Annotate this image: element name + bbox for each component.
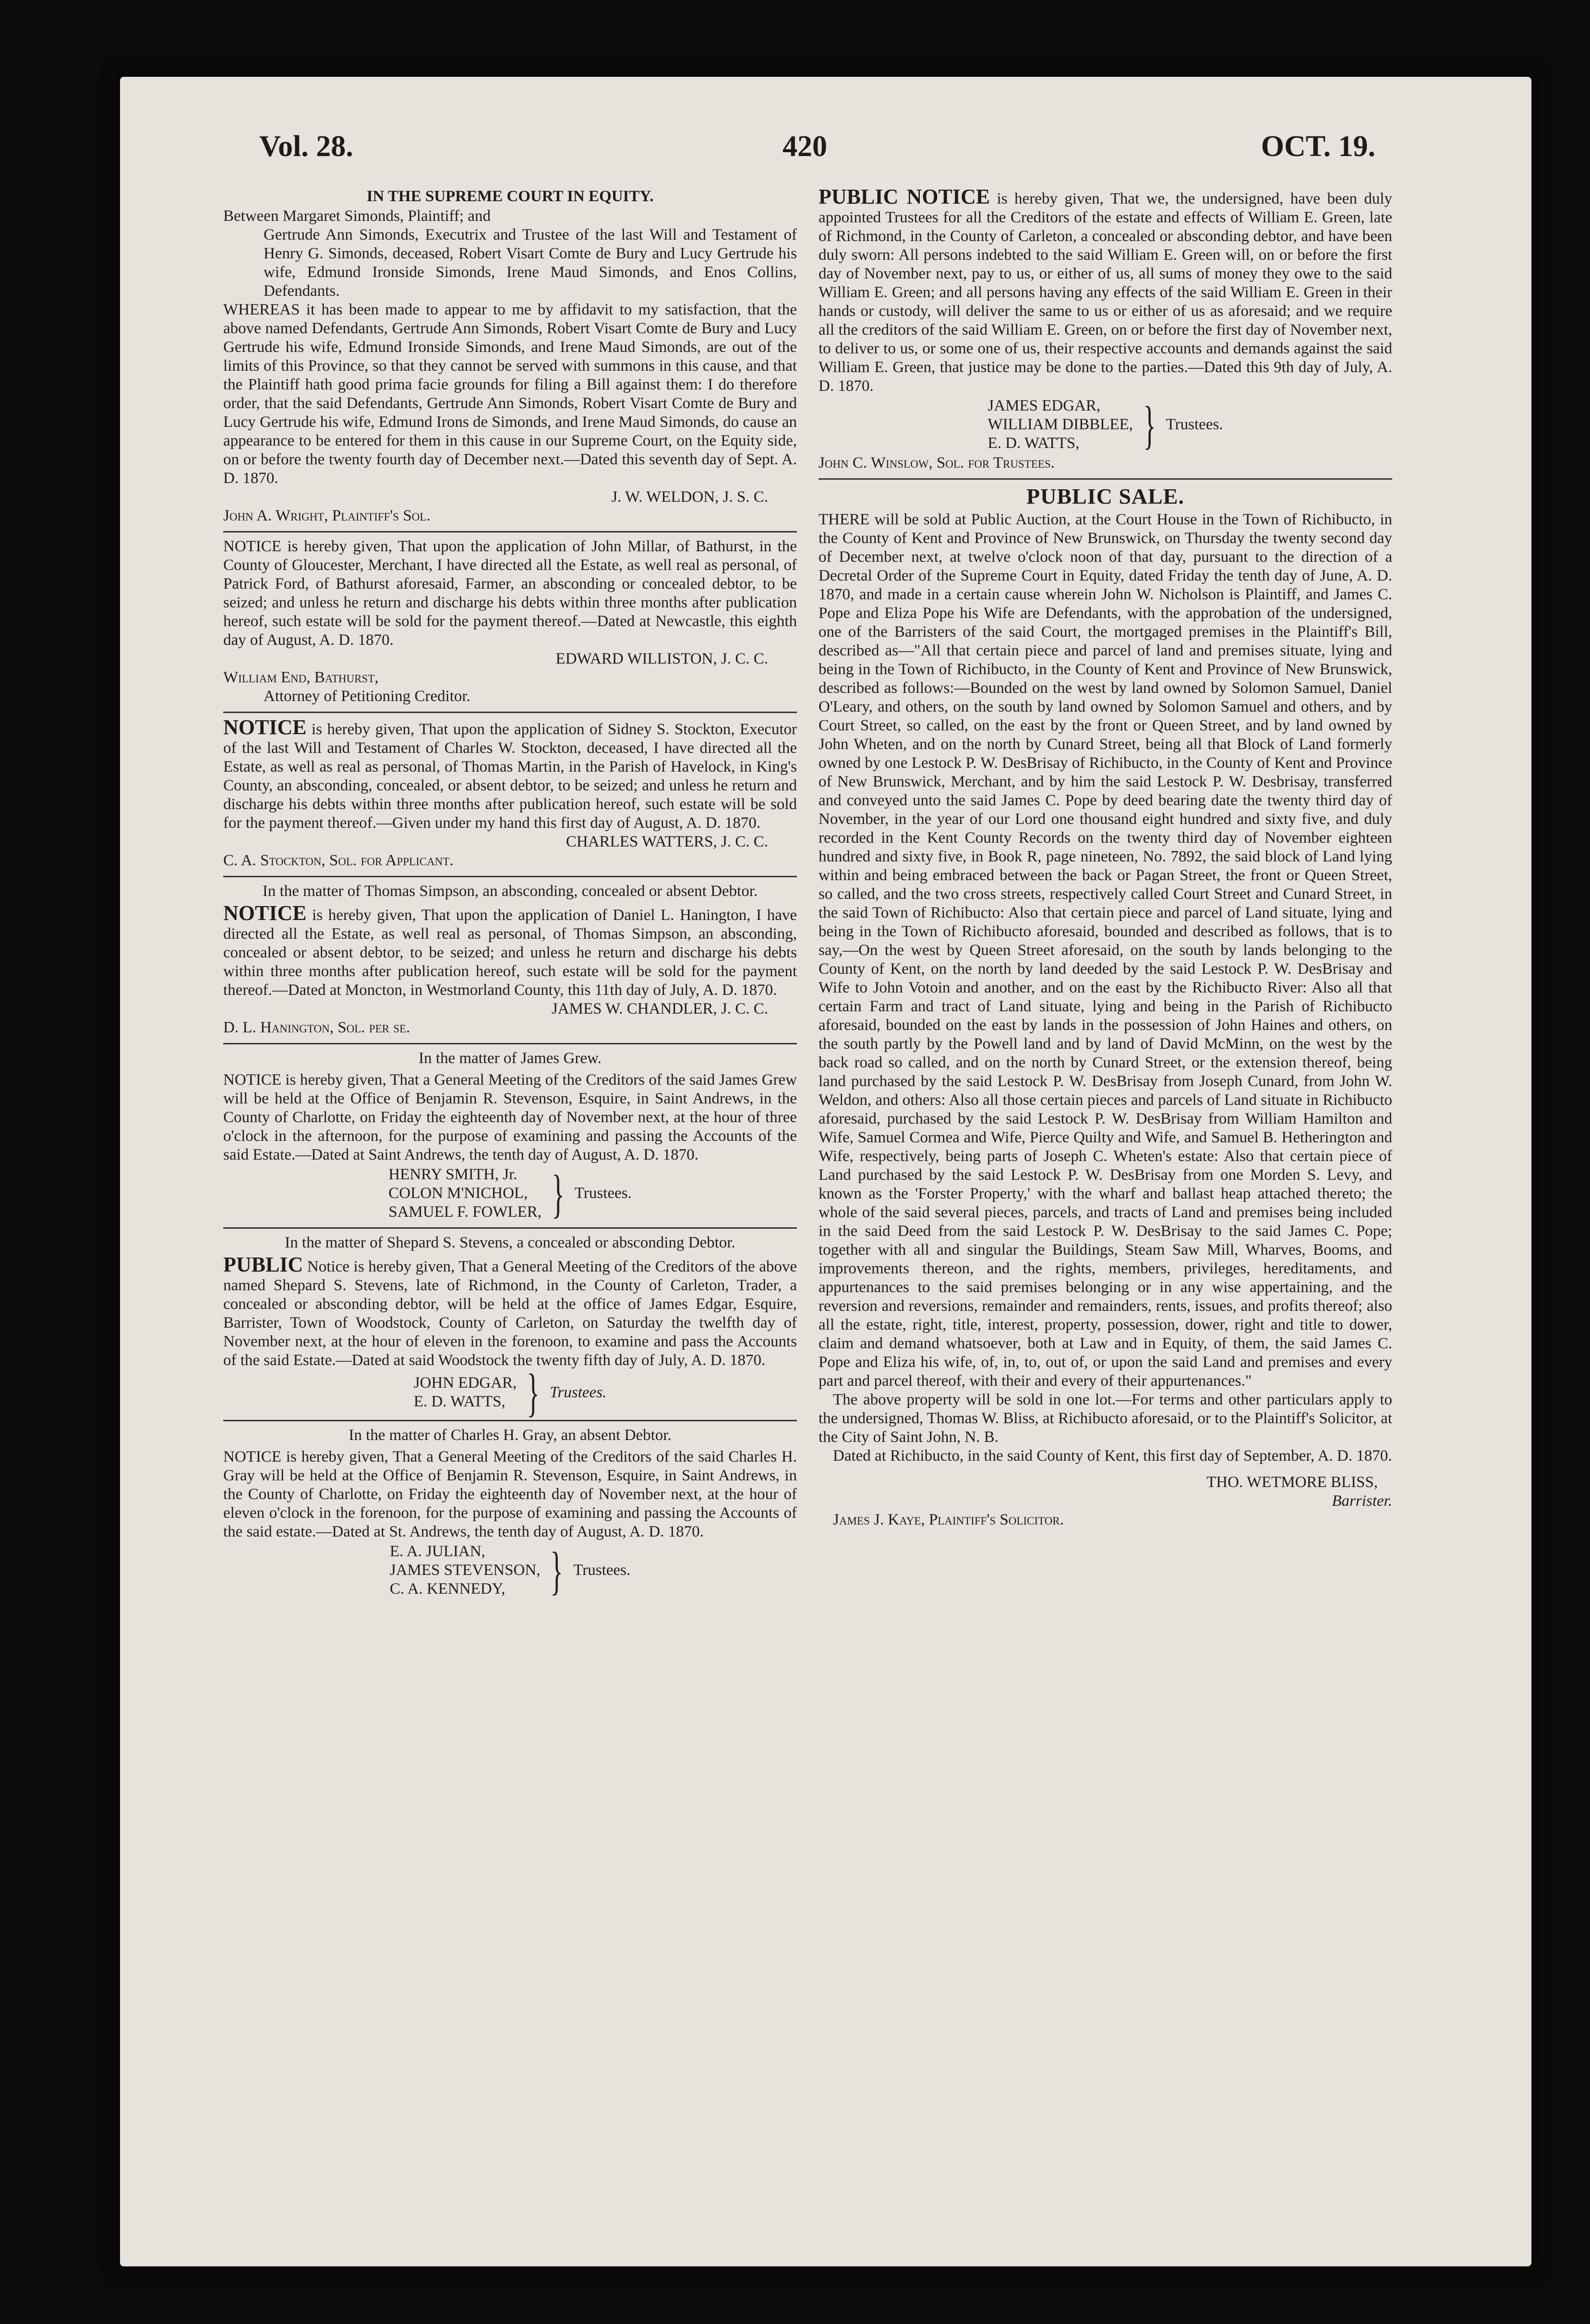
trustee-name: JAMES EDGAR, (988, 397, 1101, 414)
notice-body: is hereby given, That upon the application of Daniel L. Hanington, I have directed all the Estate, as well real as personal, of Thomas Simpson, an absconding, concealed or absent debtor, to be seized; and unless he return and discharge his debts within three months after publication hereof, such estate will be sold for the payment thereof.—Dated at Moncton, in Westmorland County, this 11th day of July, A. D. 1870. (223, 907, 797, 999)
between-line: Between Margaret Simonds, Plaintiff; and (223, 207, 491, 225)
martin-notice (223, 715, 797, 870)
barrister-signature: THO. WETMORE BLISS, (1206, 1474, 1378, 1491)
ford-notice (223, 537, 797, 706)
trustee-name: C. A. KENNEDY, (389, 1580, 506, 1598)
trustee-name: E. A. JULIAN, (389, 1543, 485, 1560)
stevens-notice (223, 1234, 797, 1422)
trustee-name: E. D. WATTS, (988, 435, 1080, 452)
trustee-name: E. D. WATTS, (413, 1393, 506, 1410)
notice-lead: PUBLIC (223, 1253, 303, 1276)
notice-body: NOTICE is hereby given, That a General Meeting of the Creditors of the said James Grew will be held at the Office of Benjamin R. Stevenson, Esquire, in Saint Andrews, in the County of Charlotte, on Friday the eighteenth day of November next, at the hour of three o'clock in the afternoon, for the purpose of examining and passing the Accounts of the said Estate.—Dated at Saint Andrews, the tenth day of August, A. D. 1870. (223, 1071, 797, 1163)
attorney-name: William End, Bathurst, (223, 669, 379, 686)
trustees-block (223, 1542, 797, 1598)
brace-glyph: } (1143, 395, 1156, 454)
trustees-role: Trustees. (573, 1561, 631, 1579)
divider (223, 876, 797, 877)
trustees-role: Trustees. (1166, 416, 1223, 433)
volume-label: Vol. 28. (259, 130, 353, 163)
issue-date: OCT. 19. (1261, 130, 1375, 163)
page-number: 420 (783, 130, 827, 163)
sale-dated: Dated at Richibucto, in the said County of Kent, this first day of September, A. D. 1870. (833, 1447, 1392, 1465)
matter-title: In the matter of James Grew. (419, 1050, 602, 1067)
matter-title: In the matter of Thomas Simpson, an absconding, concealed or absent Debtor. (262, 883, 758, 900)
notice-body: is hereby given, That upon the application of Sidney S. Stockton, Executor of the last Will and Testament of Charles W. Stockton, deceased, I have directed all the Estate, as well as real as personal, of Thomas Martin, in the Parish of Havelock, in King's County, an absconding, concealed, or absent debtor, to be seized; and unless he return and discharge his debts within three months after publication hereof, such estate will be sold for the payment thereof.—Given under my hand this first day of August, A. D. 1870. (223, 721, 797, 832)
trustee-name: HENRY SMITH, Jr. (388, 1166, 518, 1183)
notice-body: is hereby given, That we, the undersigned, have been duly appointed Trustees for all the Creditors of the estate and effects of William E. Green, late of Richmond, in the County of Carleton, a concealed or absconding debtor, and have been duly sworn: All persons indebted to the said William E. Green will, on or before the first day of November next, pay to us, or either of us, all sums of money they owe to the said William E. Green; and all persons having any effects of the said William E. Green in their hands or custody, will deliver the same to us or either of us as aforesaid; and we require all the creditors of the said William E. Green, on or before the first day of November next, to deliver to us, or some one of us, their respective accounts and demands against the said William E. Green, that justice may be done to the parties.—Dated this 9th day of July, A. D. 1870. (819, 190, 1392, 395)
trustees-block (223, 1165, 797, 1222)
matter-title: In the matter of Charles H. Gray, an absent Debtor. (349, 1427, 672, 1444)
brace-glyph: } (527, 1363, 540, 1422)
trustees-block (223, 1363, 797, 1422)
notice-body: NOTICE is hereby given, That a General Meeting of the Creditors of the said Charles H. Gray will be held at the Office of Benjamin R. Stevenson, Esquire, in Saint Andrews, in the County of Charlotte, on Friday the eighteenth day of November next, at the hour of eleven o'clock in the forenoon, for the purpose of examining and passing the Accounts of the said estate.—Dated at St. Andrews, the tenth day of August, A. D. 1870. (223, 1448, 797, 1540)
notice-lead: PUBLIC NOTICE (819, 187, 990, 208)
divider (223, 1420, 797, 1421)
sale-heading: PUBLIC SALE. (1026, 484, 1184, 508)
attorney-role: Attorney of Petitioning Creditor. (264, 688, 470, 705)
plaintiff-solicitor: James J. Kaye, Plaintiff's Solicitor. (833, 1511, 1064, 1528)
notice-body: WHEREAS it has been made to appear to me by affidavit to my satisfaction, that the above named Defendants, Gertrude Ann Simonds, Robert Visart Comte de Bury and Lucy Gertrude his wife, Edmund Ironside Simonds, and Irene Maud Simonds, are out of the limits of this Province, so that they cannot be served with summons in this cause, and that the Plaintiff hath good prima facie grounds for filing a Bill against them: I do therefore order, that the said Defendants, Gertrude Ann Simonds, Robert Visart Comte de Bury and Lucy Gertrude his wife, Edmund Irons de Simonds, and Irene Maud Simonds, do cause an appearance to be entered for them in this cause in our Supreme Court, on the Equity side, on or before the twenty fourth day of December next.—Dated this seventh day of Sept. A. D. 1870. (223, 301, 797, 487)
divider (223, 531, 797, 533)
notice-lead: NOTICE (223, 901, 307, 925)
barrister-title: Barrister. (1332, 1492, 1392, 1510)
simpson-notice (223, 882, 797, 1037)
trustees-block (819, 397, 1392, 453)
trustees-solicitor: John C. Winslow, Sol. for Trustees. (819, 454, 1055, 472)
judge-signature: JAMES W. CHANDLER, J. C. C. (551, 1000, 768, 1017)
green-trustees-notice (819, 187, 1392, 472)
page-header (259, 130, 1375, 168)
trustee-name: JOHN EDGAR, (413, 1374, 517, 1392)
divider (819, 478, 1392, 480)
trustee-name: WILLIAM DIBBLEE, (988, 416, 1133, 433)
divider (223, 1227, 797, 1229)
judge-signature: J. W. WELDON, J. S. C. (611, 488, 768, 506)
sale-body: THERE will be sold at Public Auction, at the Court House in the Town of Richibucto, in the County of Kent and Province of New Brunswick, on Thursday the twenty second day of December next, at twelve o'clock noon of that day, pursuant to the direction of a Decretal Order of the Supreme Court in Equity, dated Friday the tenth day of June, A. D. 1870, and made in a certain cause wherein John W. Nicholson is Plaintiff, and James C. Pope and Eliza Pope his Wife are Defendants, with the approbation of the undersigned, one of the Barristers of the said Court, the mortgaged premises in the Plaintiff's Bill, described as—"All that certain piece and parcel of land and premises situate, lying and being in the Town of Richibucto, in the County of Kent and Province of New Brunswick, described as follows:—Bounded on the west by land owned by Solomon Samuel, Daniel O'Leary, and others, on the south by land owned by Solomon Samuel and others, and by Court Street, so called, on the east by the front or Queen Street, and by land owned by John Wheten, and on the north by Cunard Street, being all that Block of Land formerly owned by one Lestock P. W. DesBrisay of Richibucto, in the County of Kent and Province of New Brunswick, Merchant, and by him the said Lestock P. W. Desbrisay, transferred and conveyed unto the said James C. Pope by deed bearing date the twenty third day of November, in the year of our Lord one thousand eight hundred and sixty five, and duly recorded in the Kent County Records on the twenty third day of November eighteen hundred and sixty five, in Book R, page nineteen, No. 7892, the said block of Land lying within and being embraced between the back or Pagan Street, the front or Queen Street, so called, and the two cross streets, respectively called Court Street and Cunard Street, in the said Town of Richibucto: Also that certain piece and parcel of Land situate, lying and being in the Town of Richibucto aforesaid, bounded and described as follows, that is to say,—On the west by Queen Street aforesaid, on the south by lands belonging to the County of Kent, on the north by land deeded by the said Lestock P. W. DesBrisay and Wife to John Votoin and another, and on the east by the Richibucto River: Also all that certain Farm and tract of Land situate, lying and being in the Parish of Richibucto aforesaid, bounded on the east by lands in the possession of John Haines and others, on the south partly by the Powell land and by land of David McMinn, on the west by the back road so called, and on the north by Cunard Street, or the extension thereof, being land purchased by the said Lestock P. W. DesBrisay from Joseph Cunard, from John W. Weldon, and others: Also all those certain pieces and parcels of Land situate in Richibucto aforesaid, purchased by the said Lestock P. W. DesBrisay from William Hamilton and Wife, Samuel Cormea and Wife, Pierce Quilty and Wife, and Samuel B. Hetherington and Wife, respectively, being parts of Joseph C. Wheten's estate: Also that certain piece of Land purchased by the said Lestock P. W. DesBrisay from one Morden S. Levy, and known as the 'Forster Property,' with the wharf and ballast heap attached thereto; the whole of the said several pieces, parcels, and tracts of Land and premises being included in the said Deed from the said Lestock P. W. DesBrisay to the said James C. Pope; together with all and singular the Buildings, Steam Saw Mill, Wharves, Booms, and improvements thereon, and the rights, members, privileges, hereditaments, and appurtenances to the said premises belonging or in any wise appertaining, and the reversion and reversions, remainder and remainders, rents, issues, and profits thereof; also all the estate, right, title, interest, property, possession, dower, right and title to dower, claim and demand whatsoever, both at Law and in Equity, of them, the said James C. Pope and Eliza his wife, of, in, to, out of, or upon the said Land and premises and every part and parcel thereof, with their and every of their appurtenances." (819, 511, 1392, 1390)
matter-title: In the matter of Shepard S. Stevens, a concealed or absconding Debtor. (285, 1234, 735, 1251)
trustee-name: SAMUEL F. FOWLER, (388, 1203, 542, 1221)
left-column (223, 187, 797, 2084)
brace-glyph: } (552, 1164, 565, 1223)
right-column (819, 187, 1392, 2084)
judge-signature: CHARLES WATTERS, J. C. C. (566, 833, 768, 850)
trustees-role: Trustees. (574, 1185, 632, 1202)
solicitor: D. L. Hanington, Sol. per se. (223, 1019, 410, 1036)
defendants-list: Gertrude Ann Simonds, Executrix and Trustee of the last Will and Testament of Henry G. Simonds, deceased, Robert Visart Comte de Bury and Lucy Gertrude his wife, Edmund Ironside Simonds, Irene Maud Simonds, and Enos Collins, Defendants. (264, 226, 797, 300)
judge-signature: EDWARD WILLISTON, J. C. C. (555, 650, 768, 667)
brace-glyph: } (550, 1541, 564, 1600)
equity-court-notice (223, 187, 797, 525)
trustee-name: COLON M'NICHOL, (388, 1185, 528, 1202)
applicant-solicitor: C. A. Stockton, Sol. for Applicant. (223, 852, 454, 869)
public-sale-notice (819, 484, 1392, 1529)
notice-heading: IN THE SUPREME COURT IN EQUITY. (366, 188, 654, 205)
sale-terms: The above property will be sold in one lot.—For terms and other particulars apply to the undersigned, Thomas W. Bliss, at Richibucto aforesaid, or to the Plaintiff's Solicitor, at the City of Saint John, N. B. (819, 1391, 1392, 1446)
plaintiff-solicitor: John A. Wright, Plaintiff's Sol. (223, 507, 431, 524)
trustee-name: JAMES STEVENSON, (389, 1561, 541, 1579)
grew-notice (223, 1049, 797, 1222)
notice-body: NOTICE is hereby given, That upon the application of John Millar, of Bathurst, in the County of Gloucester, Merchant, I have directed all the Estate, as well real as personal, of Patrick Ford, of Bathurst aforesaid, Farmer, an absconding or concealed debtor, to be seized; and unless he return and discharge his debts within three months after publication hereof, such estate will be sold for the payment thereof.—Dated at Newcastle, this eighth day of August, A. D. 1870. (223, 538, 797, 649)
gray-notice (223, 1426, 797, 1598)
notice-lead: NOTICE (223, 715, 307, 739)
divider (223, 712, 797, 713)
divider (223, 1043, 797, 1044)
notice-body: Notice is hereby given, That a General Meeting of the Creditors of the above named Shepard S. Stevens, late of Richmond, in the County of Carleton, Trader, a concealed or absconding debtor, will be held at the office of James Edgar, Esquire, Barrister, Town of Woodstock, County of Carleton, on Saturday the twelfth day of November next, at the hour of eleven in the forenoon, to examine and pass the Accounts of the said Estate.—Dated at said Woodstock the twenty fifth day of July, A. D. 1870. (223, 1258, 797, 1369)
trustees-role: Trustees. (550, 1383, 607, 1401)
